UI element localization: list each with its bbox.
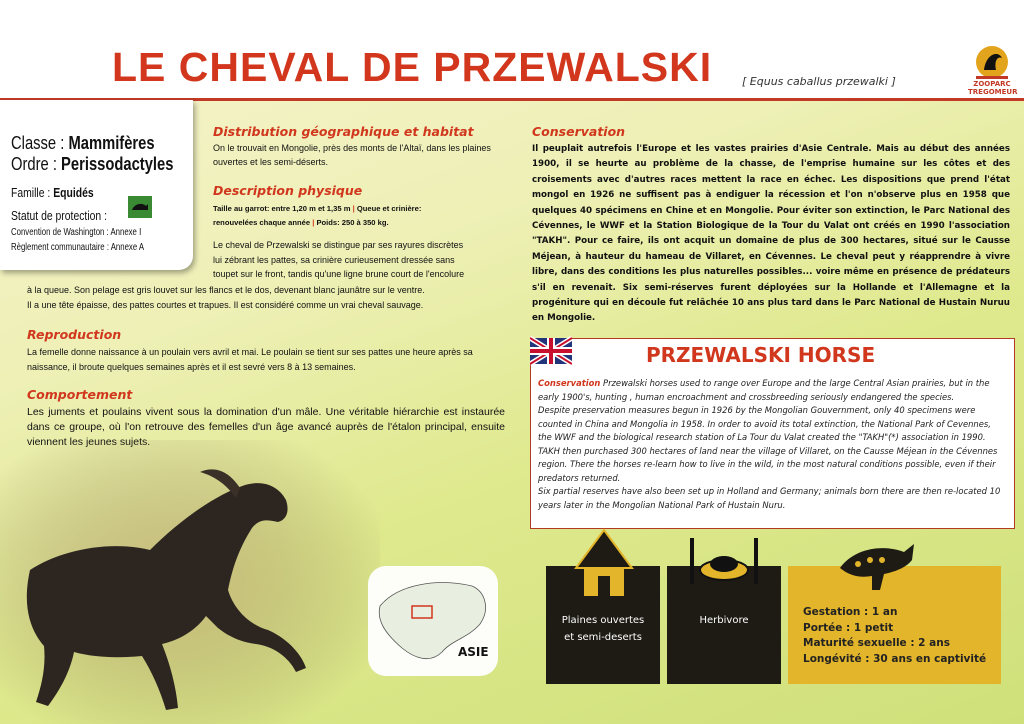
washington-convention: Convention de Washington : Annexe I [11, 227, 142, 238]
conservation-heading: Conservation [532, 124, 626, 139]
logo-text [968, 80, 1016, 96]
description-line-2: lui zébrant les pattes, sa crinière curieusement dressée sans [213, 254, 455, 265]
description-line-5: Il a une tête épaisse, des pattes courtes et trapues. Il est considéré comme un vrai cheval sauvage. [27, 299, 424, 310]
habitat-line-2: et semi-deserts [564, 632, 642, 643]
measure-weight: Poids: 250 à 350 kg. [316, 218, 389, 227]
measure-tail-2: renouvelées chaque année [213, 218, 311, 227]
distribution-heading: Distribution géographique et habitat [213, 124, 474, 139]
fact-maturite: Maturité sexuelle : 2 ans [803, 637, 950, 650]
famille-value: Equidés [53, 185, 94, 200]
famille-row [11, 185, 94, 200]
conservation-text: Il peuplait autrefois l'Europe et les vastes prairies d'Asie Centrale. Mais au début des années 1900, il se heurte au problème de la chasse, de l'emprise humaine sur les côtes et des croisements avec d'autres races mettent la race en échec. Les dispositions que prend l'état mongol en 1926 ne suffisent pas à endiguer la récession et l'on n'observe plus en 1958 que quelques 40 spécimens en Chine et en Mongolie. Pour éviter son extinction, le Parc National des Cévennes, le WWF et la Station Biologique de la Tour du Valat ont créés en 1990 l'association "TAKH". Pour ce faire, ils ont acquit un domaine de plus de 300 hectares, situé sur le Causse Méjean, à hauteur du hameau de Villaret, en Cévennes. Le cheval peut y réapprendre à vivre libre, dans des conditions les plus naturelles possibles... voire même en présence de prédateurs s'il en revenait. Six semi-réserves furent déployées sur la Hollande et l'Allemagne et la progéniture qui en découle fut relâchée 10 ans plus tard dans le Parc National de Hustain Nuruu en Mongolie. [532, 144, 1010, 324]
distribution-text: On le trouvait en Mongolie, près des monts de l'Altaï, dans les plaines ouvertes et les semi-déserts. [213, 143, 491, 167]
ordre-row [11, 154, 173, 175]
hut-icon [572, 528, 636, 598]
description-text-bottom [27, 283, 513, 312]
reglement-communautaire: Règlement communautaire : Annexe A [11, 242, 145, 253]
description-line-3: toupet sur le front, tandis qu'une ligne brune court de l'encolure [213, 269, 465, 279]
facts-list [803, 605, 986, 667]
comportement-text: Les juments et poulains vivent sous la domination d'un mâle. Une véritable hiérarchie est instaurée dans ce groupe, où l'on retrouve des femelles d'un âge avancé auprès de l'étalon principal, ensuite [27, 406, 505, 433]
reproduction-text: La femelle donne naissance à un poulain vers avril et mai. Le poulain se tient sur ses pattes une heure après sa naissance, il broute quelques semaines après et il est sevré vers 8 à 13 semaines. [27, 347, 473, 372]
description-text-top [213, 238, 513, 282]
habitat-label [546, 612, 660, 646]
description-heading: Description physique [213, 183, 363, 198]
fact-portee: Portée : 1 petit [803, 621, 894, 634]
measure-tail: Queue et crinière: [356, 204, 422, 213]
description-line-4: à la queue. Son pelage est gris louvet sur les flancs et le dos, devenant blanc jaunâtre sur le ventre. [27, 285, 425, 295]
tribal-horse-icon [834, 538, 920, 594]
separator: | [350, 204, 357, 213]
asia-map [368, 566, 498, 676]
page-title: LE CHEVAL DE PRZEWALSKI [112, 44, 713, 90]
english-p2: Despite preservation measures begun in 1926 by the Mongolian Gouvernment, only 40 specimens were counted in China and Mongolia in 1958. In order to avoid its total extinction, the National Park of Cevennes, the WWF and the biological research station of La Tour du Valat created the "TAKH"(*) association in 1990. TAKH then purchased 300 hectares of land near the village of Villaret, on the Causse Méjean in the Cévennes region. There the horses re-learn how to live in the wild, in the most natural conditions possible, even if their predators returned. [538, 405, 998, 483]
classe-value: Mammifères [68, 133, 155, 153]
statut-label: Statut de protection : [11, 208, 107, 223]
reproduction-heading: Reproduction [27, 327, 122, 342]
classe-label: Classe : [11, 133, 65, 153]
map-label: ASIE [458, 645, 489, 659]
protection-status-icon [128, 196, 152, 218]
fact-gestation: Gestation : 1 an [803, 606, 898, 618]
habitat-line-1: Plaines ouvertes [561, 615, 645, 626]
english-p1: Przewalski horses used to range over Europe and the large Central Asian prairies, but in the early 1900's, hunting , human encroachment and crossbreeding seriously endangered the species. [538, 378, 990, 402]
separator-2: | [310, 218, 317, 227]
logo-line-1: ZOOPARC [973, 80, 1011, 88]
english-text [538, 377, 1006, 512]
herbivore-icon [682, 534, 766, 590]
description-line-1: Le cheval de Przewalski se distingue par ses rayures discrètes [213, 240, 464, 250]
horse-photo [0, 440, 380, 724]
english-title: PRZEWALSKI HORSE [646, 343, 876, 367]
english-p3: Six partial reserves have also been set up in Holland and Germany; animals born there are then re-located 10 years later in the Mongolian National Park of Hustain Nuru. [538, 486, 1001, 510]
classe-row [11, 133, 155, 154]
diet-label: Herbivore [699, 615, 749, 626]
logo-line-2: TREGOMEUR [968, 88, 1018, 96]
measure-height: Taille au garrot: entre 1,20 m et 1,35 m [213, 204, 351, 213]
ordre-value: Perissodactyles [61, 154, 174, 174]
english-paragraph-1 [538, 377, 1006, 404]
description-measures [213, 202, 511, 230]
ordre-label: Ordre : [11, 154, 57, 174]
english-cons-label: Conservation [538, 378, 601, 388]
famille-label: Famille : [11, 185, 51, 200]
latin-name: [ Equus caballus przewalki ] [742, 75, 896, 88]
uk-flag-icon [530, 332, 572, 368]
comportement-heading: Comportement [27, 387, 133, 402]
fact-longevite: Longévité : 30 ans en captivité [803, 652, 987, 665]
